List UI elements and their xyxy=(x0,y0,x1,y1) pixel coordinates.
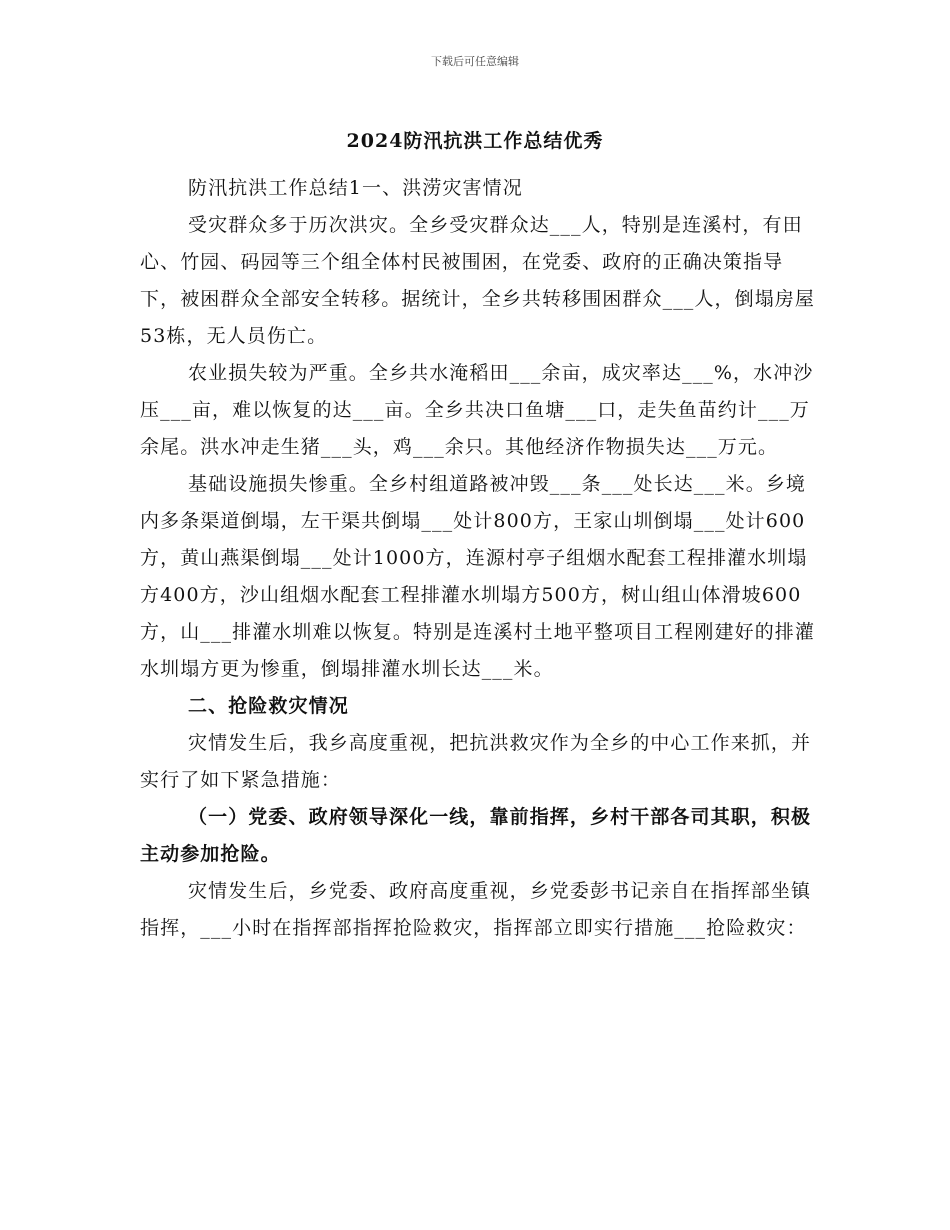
subheading-leadership: （一）党委、政府领导深化一线，靠前指挥，乡村干部各司其职，积极主动参加抢险。 xyxy=(140,806,812,865)
document-body xyxy=(140,170,815,947)
section-heading-rescue: 二、抢险救灾情况 xyxy=(188,695,349,717)
paragraph-agriculture-loss: 农业损失较为严重。全乡共水淹稻田___余亩，成灾率达___%，水冲沙压___亩，难以恢复的达___亩。全乡共决口鱼塘___口，走失鱼苗约计___万余尾。洪水冲走生猪___头，鸡___余只。其他经济作物损失达___万元。 xyxy=(140,362,814,458)
paragraph-affected-people: 受灾群众多于历次洪灾。全乡受灾群众达___人，特别是连溪村，有田心、竹园、码园等三个组全体村民被围困，在党委、政府的正确决策指导下，被困群众全部安全转移。据统计，全乡共转移围困群众___人，倒塌房屋53栋，无人员伤亡。 xyxy=(140,214,816,347)
paragraph-intro: 防汛抗洪工作总结1一、洪涝灾害情况 xyxy=(188,177,523,199)
paragraph-rescue-intro: 灾情发生后，我乡高度重视，把抗洪救灾作为全乡的中心工作来抓，并实行了如下紧急措施： xyxy=(140,732,812,791)
page-header-note: 下载后可任意编辑 xyxy=(431,55,519,68)
paragraph-infrastructure-loss: 基础设施损失惨重。全乡村组道路被冲毁___条___处长达___米。乡境内多条渠道倒塌，左干渠共倒塌___处计800方，王家山圳倒塌___处计600方，黄山燕渠倒塌___处计1000方，连源村亭子组烟水配套工程排灌水圳塌方400方，沙山组烟水配套工程排灌水圳塌方500方，树山组山体滑坡600方，山___排灌水圳难以恢复。特别是连溪村土地平整项目工程刚建好的排灌水圳塌方更为惨重，倒塌排灌水圳长达___米。 xyxy=(140,473,816,680)
paragraph-leadership-detail: 灾情发生后，乡党委、政府高度重视，乡党委彭书记亲自在指挥部坐镇指挥，___小时在指挥部指挥抢险救灾，指挥部立即实行措施___抢险救灾： xyxy=(140,880,812,939)
document-title: 2024防汛抗洪工作总结优秀 xyxy=(346,130,604,152)
